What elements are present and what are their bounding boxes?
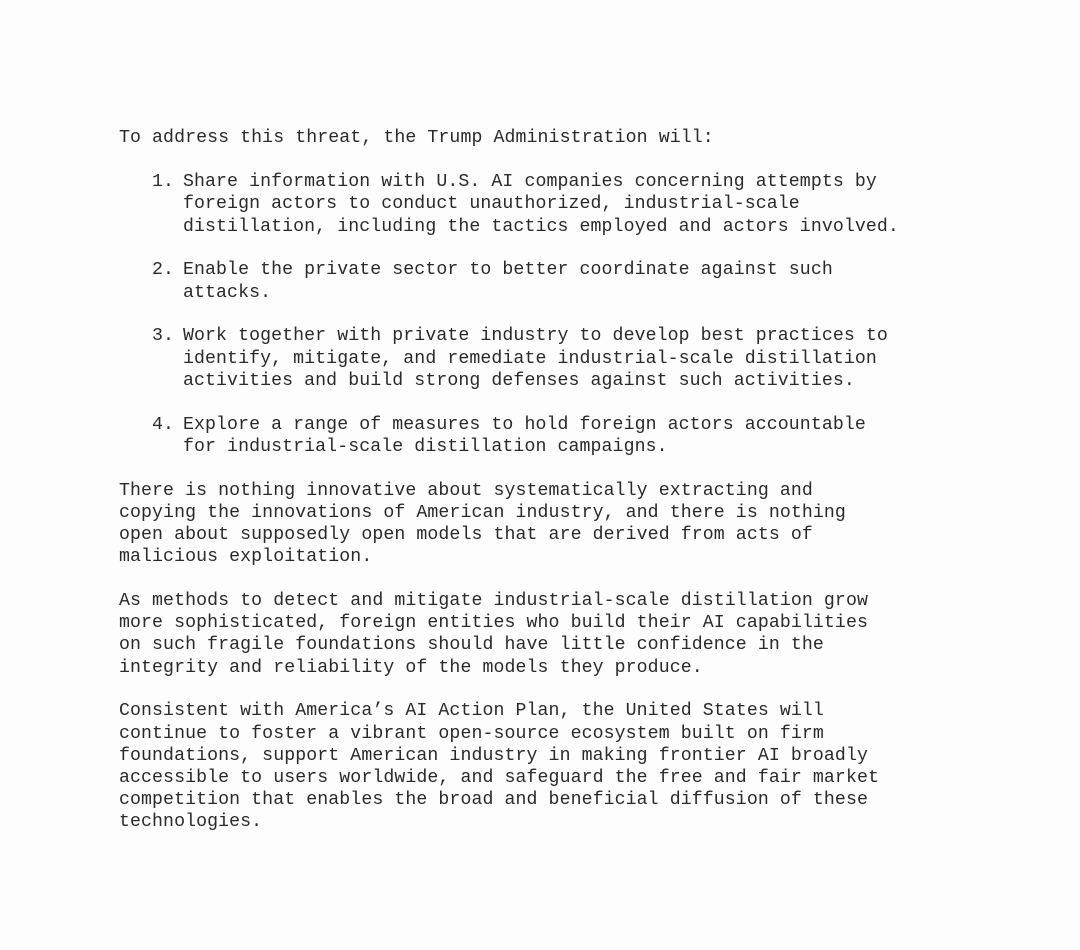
intro-sentence: To address this threat, the Trump Administration will: (119, 128, 714, 148)
list-item-line: Work together with private industry to develop best practices to (183, 326, 888, 347)
list-item-line: foreign actors to conduct unauthorized, industrial-scale (183, 194, 800, 215)
paragraph-line: competition that enables the broad and beneficial diffusion of these (119, 790, 868, 811)
list-item-line: attacks. (183, 282, 272, 303)
paragraph-line: continue to foster a vibrant open-source ecosystem built on firm (119, 723, 824, 744)
document-body (119, 127, 1039, 855)
list-item-line: for industrial-scale distillation campaigns. (183, 436, 668, 457)
paragraph-line: accessible to users worldwide, and safeguard the free and fair market (119, 768, 879, 789)
list-item-number: 3. (152, 326, 175, 347)
list-item-number: 4. (152, 414, 175, 435)
paragraph-detection (119, 590, 1039, 679)
paragraph-line: on such fragile foundations should have little confidence in the (119, 635, 824, 656)
list-item-line: Enable the private sector to better coordinate against such (183, 260, 833, 281)
action-list (119, 171, 1039, 458)
paragraph-line: As methods to detect and mitigate industrial-scale distillation grow (119, 591, 868, 612)
list-item (119, 325, 1039, 392)
paragraph-line: malicious exploitation. (119, 547, 373, 568)
list-item-line: distillation, including the tactics employed and actors involved. (183, 216, 899, 237)
list-item-number: 2. (152, 260, 175, 281)
paragraph-line: There is nothing innovative about systematically extracting and (119, 480, 813, 501)
paragraph-action-plan (119, 700, 1039, 833)
paragraph-line: integrity and reliability of the models they produce. (119, 657, 703, 678)
paragraph-innovation (119, 480, 1039, 569)
paragraph-line: open about supposedly open models that are derived from acts of (119, 525, 813, 546)
list-item-line: identify, mitigate, and remediate industrial-scale distillation (183, 348, 877, 369)
paragraph-line: Consistent with America’s AI Action Plan, the United States will (119, 701, 824, 722)
paragraph-line: copying the innovations of American industry, and there is nothing (119, 502, 846, 523)
paragraph-line: more sophisticated, foreign entities who build their AI capabilities (119, 613, 868, 634)
paragraph-line: foundations, support American industry in making frontier AI broadly (119, 745, 868, 766)
list-item-line: Explore a range of measures to hold foreign actors accountable (183, 414, 866, 435)
paragraph-line: technologies. (119, 812, 263, 833)
list-item (119, 414, 1039, 458)
list-item-number: 1. (152, 172, 175, 193)
list-item-line: Share information with U.S. AI companies concerning attempts by (183, 172, 877, 193)
list-item-line: activities and build strong defenses against such activities. (183, 370, 855, 391)
list-item (119, 171, 1039, 238)
list-item (119, 259, 1039, 303)
